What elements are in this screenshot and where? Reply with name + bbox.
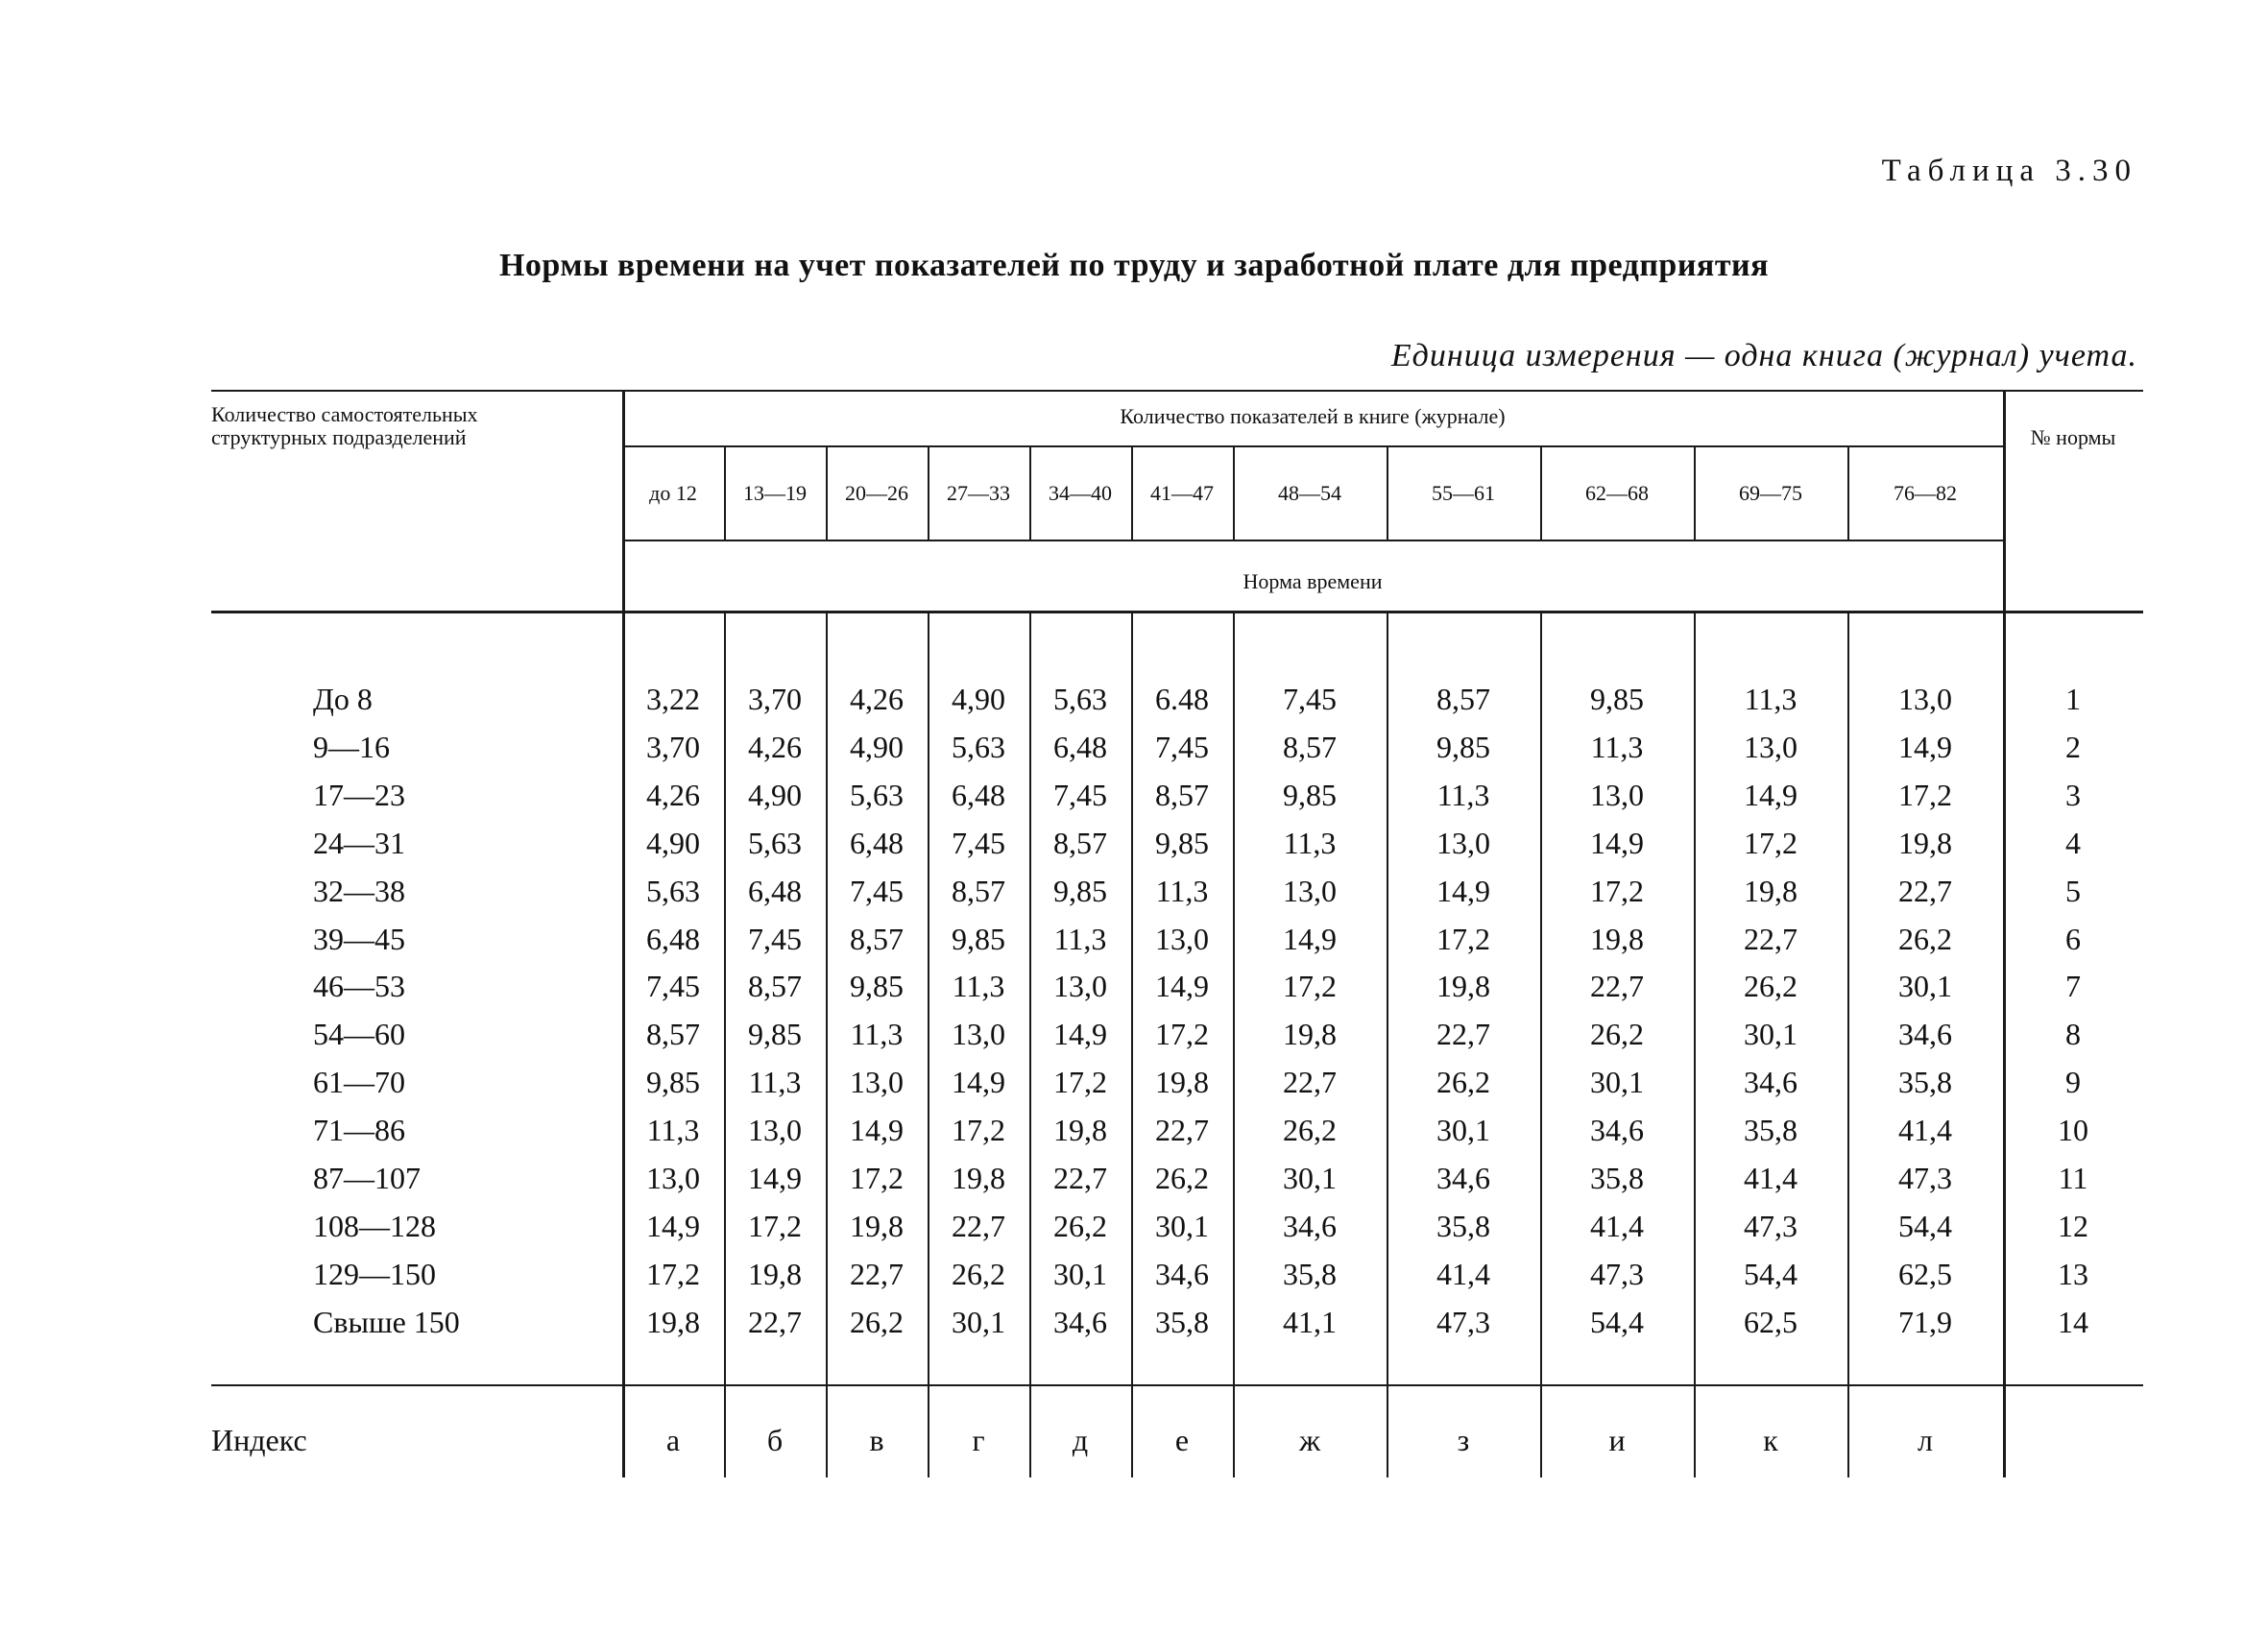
table-cell: 30,1 bbox=[1155, 1208, 1209, 1243]
table-cell: 4,90 bbox=[850, 729, 904, 764]
table-cell: 13,0 bbox=[850, 1065, 904, 1100]
table-cell: 6.48 bbox=[1155, 682, 1209, 716]
row-label: 32—38 bbox=[313, 873, 405, 908]
table-cell: 14,9 bbox=[1898, 729, 1952, 764]
table-cell: 8,57 bbox=[1053, 825, 1107, 860]
table-cell: 14,9 bbox=[1436, 873, 1490, 908]
table-cell: 5,63 bbox=[850, 777, 904, 812]
table-cell: 11,3 bbox=[1155, 873, 1209, 908]
norm-column-rule bbox=[2003, 611, 2006, 1477]
table-cell: 35,8 bbox=[1744, 1113, 1798, 1148]
table-cell: 13,0 bbox=[1436, 825, 1490, 860]
table-cell: 14,9 bbox=[1283, 921, 1337, 956]
table-cell: 4,90 bbox=[748, 777, 802, 812]
table-cell: 19,8 bbox=[1436, 969, 1490, 1004]
row-label: Свыше 150 bbox=[313, 1304, 460, 1339]
table-cell: 22,7 bbox=[1283, 1065, 1337, 1100]
table-cell: 22,7 bbox=[1053, 1161, 1107, 1195]
table-cell: 11,3 bbox=[1744, 682, 1798, 716]
table-cell: 14,9 bbox=[1053, 1017, 1107, 1052]
column-separator-head bbox=[724, 445, 726, 540]
row-label: 24—31 bbox=[313, 825, 405, 860]
index-letter: д bbox=[1072, 1423, 1089, 1457]
table-cell: 30,1 bbox=[1590, 1065, 1644, 1100]
body-bottom-rule bbox=[211, 1384, 2143, 1386]
index-letter: е bbox=[1174, 1423, 1190, 1457]
table-cell: 3,70 bbox=[646, 729, 700, 764]
column-header-rule bbox=[622, 540, 2003, 541]
table-cell: 17,2 bbox=[1436, 921, 1490, 956]
table-cell: 9,85 bbox=[1436, 729, 1490, 764]
table-cell: 3,70 bbox=[748, 682, 802, 716]
table-cell: 7,45 bbox=[646, 969, 700, 1004]
norm-number: 3 bbox=[2065, 777, 2081, 812]
norm-number: 1 bbox=[2065, 682, 2081, 716]
table-cell: 22,7 bbox=[748, 1304, 802, 1339]
table-cell: 34,6 bbox=[1436, 1161, 1490, 1195]
table-cell: 7,45 bbox=[1283, 682, 1337, 716]
table-cell: 19,8 bbox=[1898, 825, 1952, 860]
column-separator-head bbox=[1540, 445, 1542, 540]
norm-number: 5 bbox=[2065, 873, 2081, 908]
table-cell: 22,7 bbox=[1898, 873, 1952, 908]
column-header-6: 41—47 bbox=[1150, 481, 1214, 505]
table-cell: 17,2 bbox=[748, 1208, 802, 1243]
table-cell: 17,2 bbox=[1283, 969, 1337, 1004]
norm-number: 14 bbox=[2058, 1304, 2088, 1339]
table-cell: 19,8 bbox=[646, 1304, 700, 1339]
table-cell: 41,4 bbox=[1898, 1113, 1952, 1148]
table-cell: 19,8 bbox=[1155, 1065, 1209, 1100]
norm-column-rule-head bbox=[2003, 390, 2006, 612]
table-cell: 9,85 bbox=[1155, 825, 1209, 860]
norm-number: 2 bbox=[2065, 729, 2081, 764]
table-cell: 41,4 bbox=[1436, 1256, 1490, 1291]
table-cell: 11,3 bbox=[1436, 777, 1490, 812]
norm-number: 8 bbox=[2065, 1017, 2081, 1052]
table-cell: 41,1 bbox=[1283, 1304, 1337, 1339]
table-cell: 4,26 bbox=[646, 777, 700, 812]
table-cell: 8,57 bbox=[1436, 682, 1490, 716]
table-cell: 34,6 bbox=[1155, 1256, 1209, 1291]
table-cell: 35,8 bbox=[1436, 1208, 1490, 1243]
table-cell: 3,22 bbox=[646, 682, 700, 716]
norm-number: 13 bbox=[2058, 1256, 2088, 1291]
table-cell: 41,4 bbox=[1590, 1208, 1644, 1243]
index-letter: ж bbox=[1298, 1423, 1321, 1457]
table-cell: 6,48 bbox=[952, 777, 1005, 812]
table-cell: 5,63 bbox=[748, 825, 802, 860]
table-cell: 11,3 bbox=[748, 1065, 802, 1100]
table-cell: 34,6 bbox=[1898, 1017, 1952, 1052]
index-letter: г bbox=[972, 1423, 985, 1457]
table-cell: 35,8 bbox=[1155, 1304, 1209, 1339]
table-cell: 22,7 bbox=[1590, 969, 1644, 1004]
row-label: 46—53 bbox=[313, 969, 405, 1004]
norm-number: 9 bbox=[2065, 1065, 2081, 1100]
table-cell: 11,3 bbox=[1590, 729, 1644, 764]
table-cell: 47,3 bbox=[1590, 1256, 1644, 1291]
table-cell: 5,63 bbox=[646, 873, 700, 908]
table-cell: 54,4 bbox=[1744, 1256, 1798, 1291]
table-cell: 22,7 bbox=[1155, 1113, 1209, 1148]
header-bottom-rule bbox=[211, 611, 2143, 613]
column-header-5: 34—40 bbox=[1049, 481, 1112, 505]
column-separator bbox=[724, 611, 726, 1477]
table-cell: 17,2 bbox=[1155, 1017, 1209, 1052]
norm-number: 11 bbox=[2058, 1161, 2088, 1195]
column-separator bbox=[928, 611, 929, 1477]
norm-number: 10 bbox=[2058, 1113, 2088, 1148]
group-header: Количество показателей в книге (журнале) bbox=[1120, 404, 1506, 428]
table-cell: 34,6 bbox=[1283, 1208, 1337, 1243]
table-cell: 4,90 bbox=[646, 825, 700, 860]
column-separator-head bbox=[1847, 445, 1849, 540]
table-cell: 9,85 bbox=[646, 1065, 700, 1100]
table-cell: 47,3 bbox=[1436, 1304, 1490, 1339]
row-label: 87—107 bbox=[313, 1161, 421, 1195]
table-cell: 14,9 bbox=[850, 1113, 904, 1148]
values-left-rule bbox=[622, 390, 625, 1477]
column-header-1: до 12 bbox=[649, 481, 697, 505]
row-label: 129—150 bbox=[313, 1256, 436, 1291]
row-label: 71—86 bbox=[313, 1113, 405, 1148]
table-cell: 30,1 bbox=[952, 1304, 1005, 1339]
table-cell: 9,85 bbox=[850, 969, 904, 1004]
table-cell: 8,57 bbox=[1283, 729, 1337, 764]
table-cell: 34,6 bbox=[1053, 1304, 1107, 1339]
column-header-7: 48—54 bbox=[1278, 481, 1341, 505]
table-cell: 4,90 bbox=[952, 682, 1005, 716]
table-cell: 30,1 bbox=[1744, 1017, 1798, 1052]
row-label: 61—70 bbox=[313, 1065, 405, 1100]
norm-number: 12 bbox=[2058, 1208, 2088, 1243]
index-letter: и bbox=[1608, 1423, 1626, 1457]
row-label: 54—60 bbox=[313, 1017, 405, 1052]
table-cell: 17,2 bbox=[1744, 825, 1798, 860]
table-cell: 8,57 bbox=[1155, 777, 1209, 812]
table-cell: 62,5 bbox=[1744, 1304, 1798, 1339]
table-cell: 17,2 bbox=[646, 1256, 700, 1291]
table-cell: 19,8 bbox=[1283, 1017, 1337, 1052]
table-cell: 13,0 bbox=[952, 1017, 1005, 1052]
index-letter: з bbox=[1457, 1423, 1470, 1457]
table-cell: 17,2 bbox=[1590, 873, 1644, 908]
table-cell: 30,1 bbox=[1283, 1161, 1337, 1195]
column-separator-head bbox=[1694, 445, 1696, 540]
table-cell: 22,7 bbox=[952, 1208, 1005, 1243]
table-cell: 14,9 bbox=[1590, 825, 1644, 860]
table-cell: 19,8 bbox=[952, 1161, 1005, 1195]
table-cell: 26,2 bbox=[1283, 1113, 1337, 1148]
table-cell: 35,8 bbox=[1283, 1256, 1337, 1291]
table-cell: 13,0 bbox=[1590, 777, 1644, 812]
table-cell: 30,1 bbox=[1436, 1113, 1490, 1148]
table-cell: 35,8 bbox=[1590, 1161, 1644, 1195]
column-separator bbox=[1847, 611, 1849, 1477]
column-separator bbox=[1233, 611, 1235, 1477]
table-cell: 54,4 bbox=[1898, 1208, 1952, 1243]
table-cell: 13,0 bbox=[1283, 873, 1337, 908]
norms-table bbox=[211, 390, 2143, 1477]
table-cell: 26,2 bbox=[1744, 969, 1798, 1004]
column-header-10: 69—75 bbox=[1739, 481, 1802, 505]
table-cell: 14,9 bbox=[646, 1208, 700, 1243]
table-cell: 54,4 bbox=[1590, 1304, 1644, 1339]
table-cell: 4,26 bbox=[748, 729, 802, 764]
table-cell: 13,0 bbox=[1155, 921, 1209, 956]
table-cell: 14,9 bbox=[1744, 777, 1798, 812]
table-cell: 13,0 bbox=[748, 1113, 802, 1148]
table-cell: 6,48 bbox=[850, 825, 904, 860]
table-cell: 17,2 bbox=[1898, 777, 1952, 812]
table-cell: 26,2 bbox=[1436, 1065, 1490, 1100]
row-label: 17—23 bbox=[313, 777, 405, 812]
top-rule bbox=[211, 390, 2143, 392]
table-title: Нормы времени на учет показателей по труду и заработной плате для предприятия bbox=[498, 248, 1770, 283]
table-cell: 26,2 bbox=[1155, 1161, 1209, 1195]
table-cell: 11,3 bbox=[952, 969, 1005, 1004]
row-header: Количество самостоятельных структурных подразделений bbox=[211, 402, 478, 449]
table-cell: 19,8 bbox=[1744, 873, 1798, 908]
table-cell: 19,8 bbox=[850, 1208, 904, 1243]
column-header-4: 27—33 bbox=[947, 481, 1010, 505]
table-cell: 22,7 bbox=[1436, 1017, 1490, 1052]
column-separator-head bbox=[1387, 445, 1388, 540]
table-cell: 7,45 bbox=[1053, 777, 1107, 812]
table-cell: 8,57 bbox=[646, 1017, 700, 1052]
table-cell: 41,4 bbox=[1744, 1161, 1798, 1195]
table-cell: 34,6 bbox=[1590, 1113, 1644, 1148]
table-cell: 19,8 bbox=[1053, 1113, 1107, 1148]
table-cell: 22,7 bbox=[850, 1256, 904, 1291]
column-header-8: 55—61 bbox=[1432, 481, 1495, 505]
column-header-2: 13—19 bbox=[743, 481, 807, 505]
table-cell: 6,48 bbox=[646, 921, 700, 956]
table-number-label: Таблица 3.30 bbox=[1881, 154, 2137, 188]
table-cell: 14,9 bbox=[1155, 969, 1209, 1004]
index-letter: к bbox=[1763, 1423, 1778, 1457]
norm-number: 7 bbox=[2065, 969, 2081, 1004]
column-separator-head bbox=[1131, 445, 1133, 540]
table-cell: 13,0 bbox=[1898, 682, 1952, 716]
table-cell: 7,45 bbox=[952, 825, 1005, 860]
table-cell: 7,45 bbox=[850, 873, 904, 908]
norm-number: 6 bbox=[2065, 921, 2081, 956]
row-label: 108—128 bbox=[313, 1208, 436, 1243]
index-letter: б bbox=[766, 1423, 784, 1457]
column-separator bbox=[1131, 611, 1133, 1477]
table-cell: 9,85 bbox=[1283, 777, 1337, 812]
table-cell: 8,57 bbox=[748, 969, 802, 1004]
table-cell: 30,1 bbox=[1053, 1256, 1107, 1291]
index-letter: л bbox=[1918, 1423, 1933, 1457]
table-cell: 34,6 bbox=[1744, 1065, 1798, 1100]
table-cell: 4,26 bbox=[850, 682, 904, 716]
column-header-11: 76—82 bbox=[1894, 481, 1957, 505]
table-cell: 7,45 bbox=[748, 921, 802, 956]
table-cell: 9,85 bbox=[1053, 873, 1107, 908]
column-header-9: 62—68 bbox=[1585, 481, 1649, 505]
table-cell: 17,2 bbox=[952, 1113, 1005, 1148]
table-cell: 11,3 bbox=[850, 1017, 904, 1052]
index-letter: а bbox=[665, 1423, 681, 1457]
norm-number-header: № нормы bbox=[2030, 425, 2116, 449]
index-label: Индекс bbox=[211, 1423, 307, 1457]
table-cell: 26,2 bbox=[1053, 1208, 1107, 1243]
table-cell: 11,3 bbox=[1053, 921, 1107, 956]
table-cell: 71,9 bbox=[1898, 1304, 1952, 1339]
table-cell: 14,9 bbox=[952, 1065, 1005, 1100]
table-cell: 47,3 bbox=[1898, 1161, 1952, 1195]
row-label: 39—45 bbox=[313, 921, 405, 956]
table-cell: 9,85 bbox=[952, 921, 1005, 956]
column-separator bbox=[826, 611, 828, 1477]
column-separator bbox=[1540, 611, 1542, 1477]
table-cell: 17,2 bbox=[1053, 1065, 1107, 1100]
table-cell: 26,2 bbox=[850, 1304, 904, 1339]
table-cell: 8,57 bbox=[952, 873, 1005, 908]
table-cell: 11,3 bbox=[646, 1113, 700, 1148]
table-cell: 35,8 bbox=[1898, 1065, 1952, 1100]
table-cell: 26,2 bbox=[1590, 1017, 1644, 1052]
table-cell: 19,8 bbox=[748, 1256, 802, 1291]
table-cell: 9,85 bbox=[1590, 682, 1644, 716]
table-cell: 13,0 bbox=[1744, 729, 1798, 764]
table-cell: 9,85 bbox=[748, 1017, 802, 1052]
table-cell: 13,0 bbox=[1053, 969, 1107, 1004]
table-cell: 8,57 bbox=[850, 921, 904, 956]
table-cell: 7,45 bbox=[1155, 729, 1209, 764]
table-cell: 6,48 bbox=[748, 873, 802, 908]
table-cell: 30,1 bbox=[1898, 969, 1952, 1004]
index-letter: в bbox=[869, 1423, 884, 1457]
column-separator-head bbox=[826, 445, 828, 540]
norm-time-subheader: Норма времени bbox=[1243, 569, 1383, 593]
column-separator bbox=[1387, 611, 1388, 1477]
table-cell: 19,8 bbox=[1590, 921, 1644, 956]
column-separator-head bbox=[1029, 445, 1031, 540]
column-separator bbox=[1694, 611, 1696, 1477]
table-cell: 26,2 bbox=[1898, 921, 1952, 956]
unit-of-measure-note: Единица измерения — одна книга (журнал) учета. bbox=[1390, 338, 2137, 373]
column-separator-head bbox=[1233, 445, 1235, 540]
table-cell: 14,9 bbox=[748, 1161, 802, 1195]
row-label: До 8 bbox=[313, 682, 373, 716]
table-cell: 47,3 bbox=[1744, 1208, 1798, 1243]
table-cell: 13,0 bbox=[646, 1161, 700, 1195]
row-label: 9—16 bbox=[313, 729, 390, 764]
table-cell: 6,48 bbox=[1053, 729, 1107, 764]
norm-number: 4 bbox=[2065, 825, 2081, 860]
group-header-rule bbox=[622, 445, 2003, 447]
table-cell: 5,63 bbox=[952, 729, 1005, 764]
column-separator-head bbox=[928, 445, 929, 540]
table-cell: 5,63 bbox=[1053, 682, 1107, 716]
table-cell: 62,5 bbox=[1898, 1256, 1952, 1291]
column-separator bbox=[1029, 611, 1031, 1477]
table-cell: 26,2 bbox=[952, 1256, 1005, 1291]
column-header-3: 20—26 bbox=[845, 481, 908, 505]
table-cell: 17,2 bbox=[850, 1161, 904, 1195]
table-cell: 11,3 bbox=[1283, 825, 1337, 860]
table-cell: 22,7 bbox=[1744, 921, 1798, 956]
